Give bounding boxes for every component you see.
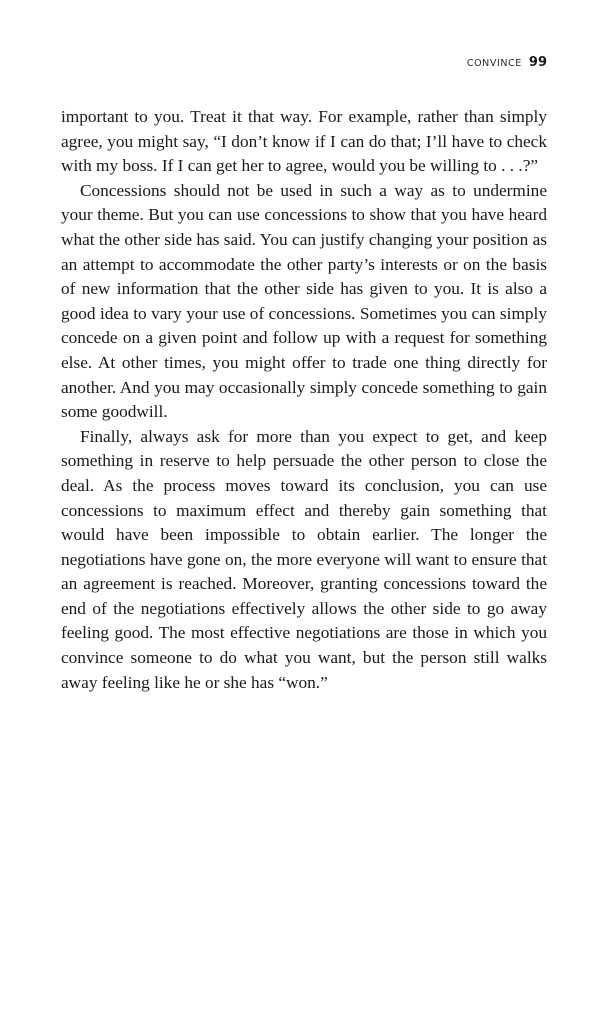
body-text bbox=[61, 105, 547, 695]
paragraph-finally: Finally, always ask for more than you expect to get, and keep something in reserve to help persuade the other person to close the deal. As the process moves toward its conclusion, you can use concessions to maximum effect and thereby gain something that would have been impossible to obtain earlier. The longer the negotiations have gone on, the more everyone will want to ensure that an agreement is reached. Moreover, granting concessions toward the end of the negotiations effectively allows the other side to go away feeling good. The most effective negotiations are those in which you convince someone to do what you want, but the person still walks away feeling like he or she has “won.” bbox=[61, 426, 547, 692]
running-head-title: CONVINCE bbox=[466, 58, 522, 69]
page-number: 99 bbox=[528, 55, 547, 70]
paragraph-continuation: important to you. Treat it that way. For example, rather than simply agree, you might say, “I don’t know if I can do that; I’ll have to check with my boss. If I can get her to agree, would you be willing to . . .?” bbox=[61, 107, 547, 176]
running-head bbox=[467, 55, 547, 70]
paragraph-concessions: Concessions should not be used in such a way as to undermine your theme. But you can use concessions to show that you have heard what the other side has said. You can justify changing your position as an attempt to accommodate the other party’s interests or on the basis of new information that the other side has given to you. It is also a good idea to vary your use of concessions. Sometimes you can simply concede on a given point and follow up with a request for something else. At other times, you might offer to trade one thing directly for another. And you may occasionally simply concede something to gain some goodwill. bbox=[61, 180, 547, 422]
